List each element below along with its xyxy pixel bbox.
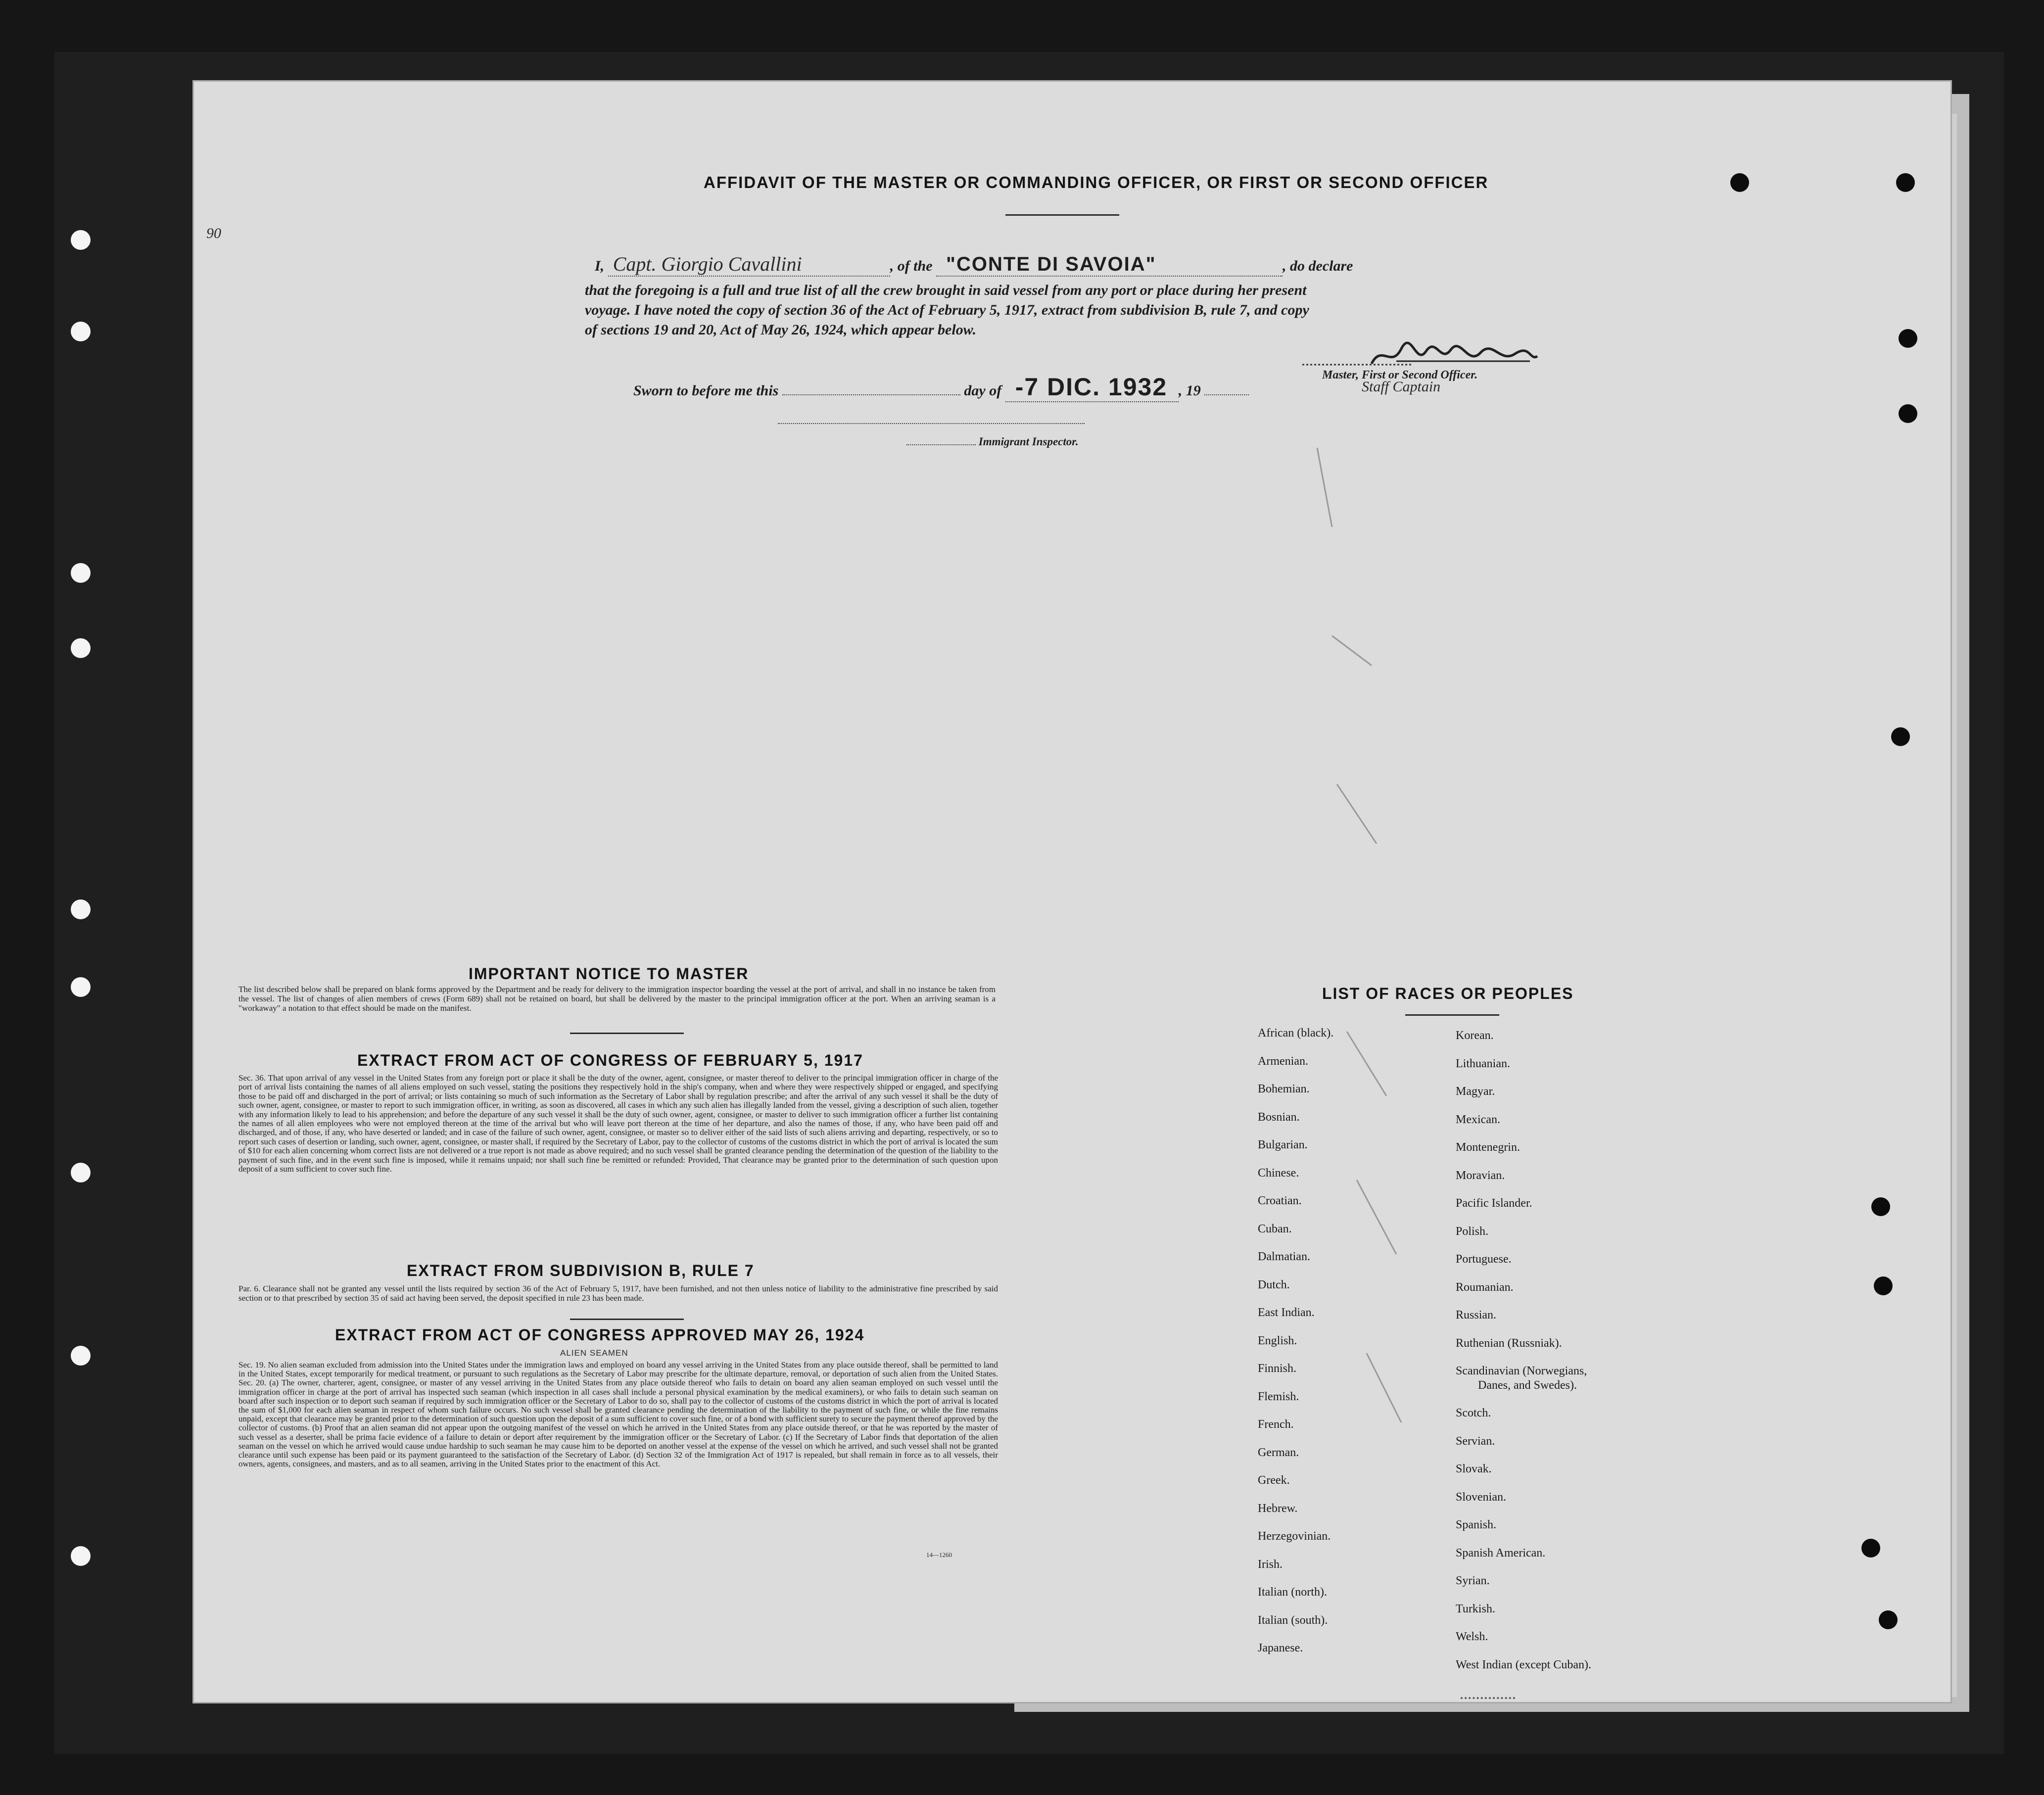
race-item: German. (1258, 1446, 1299, 1459)
extract-1924-title: EXTRACT FROM ACT OF CONGRESS APPROVED MAY 26, 1924 (335, 1326, 865, 1344)
race-item: Herzegovinian. (1258, 1530, 1331, 1543)
rule7-rule (570, 1319, 684, 1320)
race-item: Danes, and Swedes). (1478, 1378, 1577, 1392)
punch-hole (1896, 173, 1915, 192)
race-item: Roumanian. (1456, 1280, 1514, 1294)
year-blank (1204, 394, 1249, 395)
binding-hole (71, 230, 91, 250)
race-item: Portuguese. (1456, 1253, 1512, 1266)
punch-hole (1879, 1610, 1898, 1629)
extract-1917-text: Sec. 36. That upon arrival of any vessel in the United States from any foreign port or place it shall be the duty of the owner, agent, consignee, or master thereof to deliver to the principal immigration officer in charge of the port of arrival lists containing the names of all aliens employed on such vessel, stating the positions they respectively hold in the ship's company, when and where they were respectively shipped or engaged, and specifying those to be paid off and discharged in the port of arrival; or lists containing so much of such information as the Secretary of Labor shall by regulation prescribe; and after the arrival of any such vessel it shall be the duty of such owner, agent, consignee, or master to report to such immigration officer, in writing, as soon as discovered, all cases in which any such alien has illegally landed from the vessel, giving a description of such alien, together with any information likely to lead to his apprehension; and before the departure of any such vessel it shall be the duty of such owner, agent, consignee, or master to deliver to such immigration officer a further list containing the names of all alien employees who were not employed thereon at the time of the arrival but who will leave port thereon at the time of her departure, and also the names of those, if any, who have been paid off and discharged, and of those, if any, who have deserted or landed; and in case of the failure of such owner, agent, consignee, or master so to deliver either of the said lists of such aliens arriving and departing, respectively, or so to report such cases of desertion or landing, such owner, agent, consignee, or master shall, if required by the Secretary of Labor, pay to the collector of customs of the customs district in which the port of arrival is located the sum of $10 for each alien concerning whom correct lists are not delivered or a true report is not made as above required; and no such vessel shall be granted clearance pending the determination of the question of the liability to the payment of such fine, and in the event such fine is imposed, while it remains unpaid; nor shall such fine be remitted or refunded: Provided, That clearance may be granted prior to the determination of such question upon deposit of a sum sufficient to cover such fine. (238, 1073, 998, 1174)
rule7-text: Par. 6. Clearance shall not be granted any vessel until the lists required by section 36 of the Act of February 5, 1917, have been furnished, and not then unless notice of liability to the administrative fine prescribed by said section or to that prescribed by section 35 of said act having been served, the deposit specified in rule 23 has been made. (238, 1284, 998, 1303)
sworn-label: Sworn to before me this (633, 382, 779, 399)
race-item: Spanish. (1456, 1518, 1497, 1531)
race-item: Russian. (1456, 1309, 1497, 1322)
sworn-blank (782, 394, 960, 395)
race-item: Bosnian. (1258, 1110, 1300, 1124)
race-item: Slovenian. (1456, 1490, 1506, 1504)
affidavit-line-4: of sections 19 and 20, Act of May 26, 1924, which appear below. (585, 322, 977, 338)
race-item: Finnish. (1258, 1362, 1297, 1375)
punch-hole (1861, 1539, 1880, 1558)
vessel-name: "CONTE DI SAVOIA" (936, 253, 1283, 277)
race-item: Dutch. (1258, 1278, 1290, 1291)
punch-hole (1874, 1276, 1893, 1295)
punch-hole (1730, 173, 1749, 192)
affidavit-line-3: voyage. I have noted the copy of section 36 of the Act of February 5, 1917, extract from subdivision B, rule 7, and copy (585, 302, 1309, 318)
binding-hole (71, 899, 91, 919)
race-item: Moravian. (1456, 1169, 1505, 1182)
day-of-label: day of (964, 382, 1002, 399)
race-item: Bohemian. (1258, 1083, 1310, 1095)
notice-text: The list described below shall be prepared on blank forms approved by the Department and be ready for delivery to the immigration inspector boarding the vessel at the port of arrival, and shall in no instance be taken from the vessel. The list of changes of alien members of crews (Form 689) shall not be retained on board, but shall be delivered by the master to the principal immigration officer at the port. When an arriving seaman is a "workaway" a notation to that effect should be made on the manifest. (238, 985, 996, 1013)
race-item: Italian (north). (1258, 1586, 1327, 1599)
race-item: Syrian. (1456, 1574, 1490, 1587)
race-item: Montenegrin. (1456, 1141, 1520, 1154)
race-item: Greek. (1258, 1474, 1290, 1487)
race-item: Korean. (1456, 1029, 1494, 1042)
alien-seamen-subtitle: ALIEN SEAMEN (560, 1348, 628, 1358)
race-item: Irish. (1258, 1558, 1283, 1571)
rule7-title: EXTRACT FROM SUBDIVISION B, RULE 7 (407, 1262, 755, 1279)
race-item: African (black). (1258, 1027, 1334, 1039)
punch-hole (1899, 404, 1917, 423)
signature-note: Staff Captain (1362, 378, 1441, 395)
affidavit-line-1 (595, 252, 1353, 277)
extract-1924-text: Sec. 19. No alien seaman excluded from admission into the United States under the immigration laws and employed on board any vessel arriving in the United States from any place outside thereof, shall be permitted to land in the United States, except temporarily for medical treatment, or pursuant to such regulations as the Secretary of Labor may prescribe for the ultimate departure, removal, or deportation of such alien from the United States. Sec. 20. (a) The owner, charterer, agent, consignee, or master of any vessel arriving in the United States from any place outside thereof who fails to detain on board any alien seaman employed on such vessel until the immigration officer in charge at the port of arrival has inspected such seaman (which inspection in all cases shall include a personal physical examination by the medical examiners), or who fails to detain such seaman on board after such inspection or to deport such seaman if required by such immigration officer or the Secretary of Labor to do so, shall pay to the collector of customs of the customs district in which the port of arrival is located the sum of $1,000 for each alien seaman in respect of whom such failure occurs. No such vessel shall be granted clearance pending the determination of the liability to the payment of such fine, or while the fine remains unpaid, except that clearance may be granted prior to the determination of such question upon the deposit of a sum sufficient to cover such fine, or of a bond with sufficient surety to secure the payment thereof approved by the collector of customs. (b) Proof that an alien seaman did not appear upon the outgoing manifest of the vessel on which he arrived in the United States from any place outside thereof, or that he was reported by the master of such vessel as a deserter, shall be prima facie evidence of a failure to detain or deport after requirement by the immigration officer or the Secretary of Labor. (c) If the Secretary of Labor finds that deportation of the alien seaman on the vessel on which he arrived would cause undue hardship to such seaman he may cause him to be deported on another vessel at the expense of the vessel on which he arrived, and such vessel shall not be granted clearance until such expense has been paid or its payment guaranteed to the satisfaction of the Secretary of Labor. (d) Section 32 of the Immigration Act of 1917 is repealed, but shall remain in force as to all vessels, their owners, agents, consignees, and masters, and as to all seamen, arriving in the United States prior to the enactment of this Act. (238, 1360, 998, 1469)
race-item: Magyar. (1456, 1085, 1495, 1098)
sworn-line (633, 373, 1249, 402)
race-item: Scotch. (1456, 1407, 1491, 1419)
faint-stroke-marks (1302, 438, 1451, 1526)
date-stamp: -7 DIC. 1932 (1005, 373, 1179, 402)
margin-page-number: 90 (206, 225, 221, 241)
race-item: Spanish American. (1456, 1546, 1546, 1559)
bleed-through-header (491, 146, 500, 173)
text-i: I, (595, 258, 605, 274)
race-item: Servian. (1456, 1434, 1495, 1448)
races-rule (1405, 1014, 1499, 1016)
bottom-dotted-marks (1461, 1697, 1515, 1699)
form-number: 14—1260 (926, 1551, 952, 1559)
do-declare-label: , do declare (1283, 258, 1353, 274)
race-item: Scandinavian (Norwegians, (1456, 1365, 1587, 1377)
binding-hole (71, 322, 91, 341)
binding-hole (71, 1546, 91, 1566)
binding-hole (71, 638, 91, 658)
race-item: English. (1258, 1334, 1297, 1347)
signature-title: Master, First or Second Officer. (1322, 369, 1478, 381)
notice-title: IMPORTANT NOTICE TO MASTER (469, 965, 749, 983)
race-item: Hebrew. (1258, 1502, 1298, 1515)
affidavit-title: AFFIDAVIT OF THE MASTER OR COMMANDING OFFICER, OR FIRST OR SECOND OFFICER (704, 173, 1489, 191)
race-item: Cuban. (1258, 1222, 1292, 1235)
race-item: Lithuanian. (1456, 1057, 1510, 1070)
year-prefix: , 19 (1178, 382, 1201, 399)
inspector-signature-line (778, 423, 1085, 424)
race-item: Bulgarian. (1258, 1138, 1308, 1151)
inspector-line (906, 435, 1079, 448)
title-rule (1005, 214, 1119, 216)
affidavit-sheet (194, 82, 1950, 1702)
extract-1917-title: EXTRACT FROM ACT OF CONGRESS OF FEBRUARY 5, 1917 (357, 1051, 863, 1069)
races-title: LIST OF RACES OR PEOPLES (1322, 985, 1574, 1002)
race-item: Chinese. (1258, 1166, 1299, 1180)
of-the-label: , of the (890, 258, 933, 274)
race-item: West Indian (except Cuban). (1456, 1658, 1591, 1671)
race-item: Pacific Islander. (1456, 1197, 1532, 1210)
master-name: Capt. Giorgio Cavallini (608, 252, 890, 277)
race-item: Croatian. (1258, 1194, 1302, 1207)
race-item: Italian (south). (1258, 1613, 1328, 1627)
race-item: Mexican. (1456, 1113, 1500, 1126)
race-item: Turkish. (1456, 1602, 1495, 1615)
affidavit-line-2: that the foregoing is a full and true list of all the crew brought in said vessel from any port or place during her present (585, 282, 1307, 298)
race-item: Dalmatian. (1258, 1250, 1310, 1263)
race-item: Slovak. (1456, 1463, 1492, 1475)
punch-hole (1899, 329, 1917, 348)
race-item: Flemish. (1258, 1390, 1299, 1403)
race-item: Ruthenian (Russniak). (1456, 1336, 1562, 1350)
binding-hole (71, 563, 91, 583)
race-item: Japanese. (1258, 1642, 1303, 1654)
punch-hole (1891, 727, 1910, 746)
inspector-label: Immigrant Inspector. (978, 435, 1079, 448)
inspector-blank (906, 444, 976, 445)
race-item: Armenian. (1258, 1054, 1308, 1068)
binding-hole (71, 1163, 91, 1182)
race-item: French. (1258, 1418, 1294, 1431)
notice-rule (570, 1033, 684, 1034)
binding-hole (71, 1346, 91, 1366)
race-item: Welsh. (1456, 1630, 1488, 1643)
binding-hole (71, 977, 91, 997)
race-item: East Indian. (1258, 1306, 1315, 1319)
punch-hole (1871, 1197, 1890, 1216)
race-item: Polish. (1456, 1225, 1489, 1238)
